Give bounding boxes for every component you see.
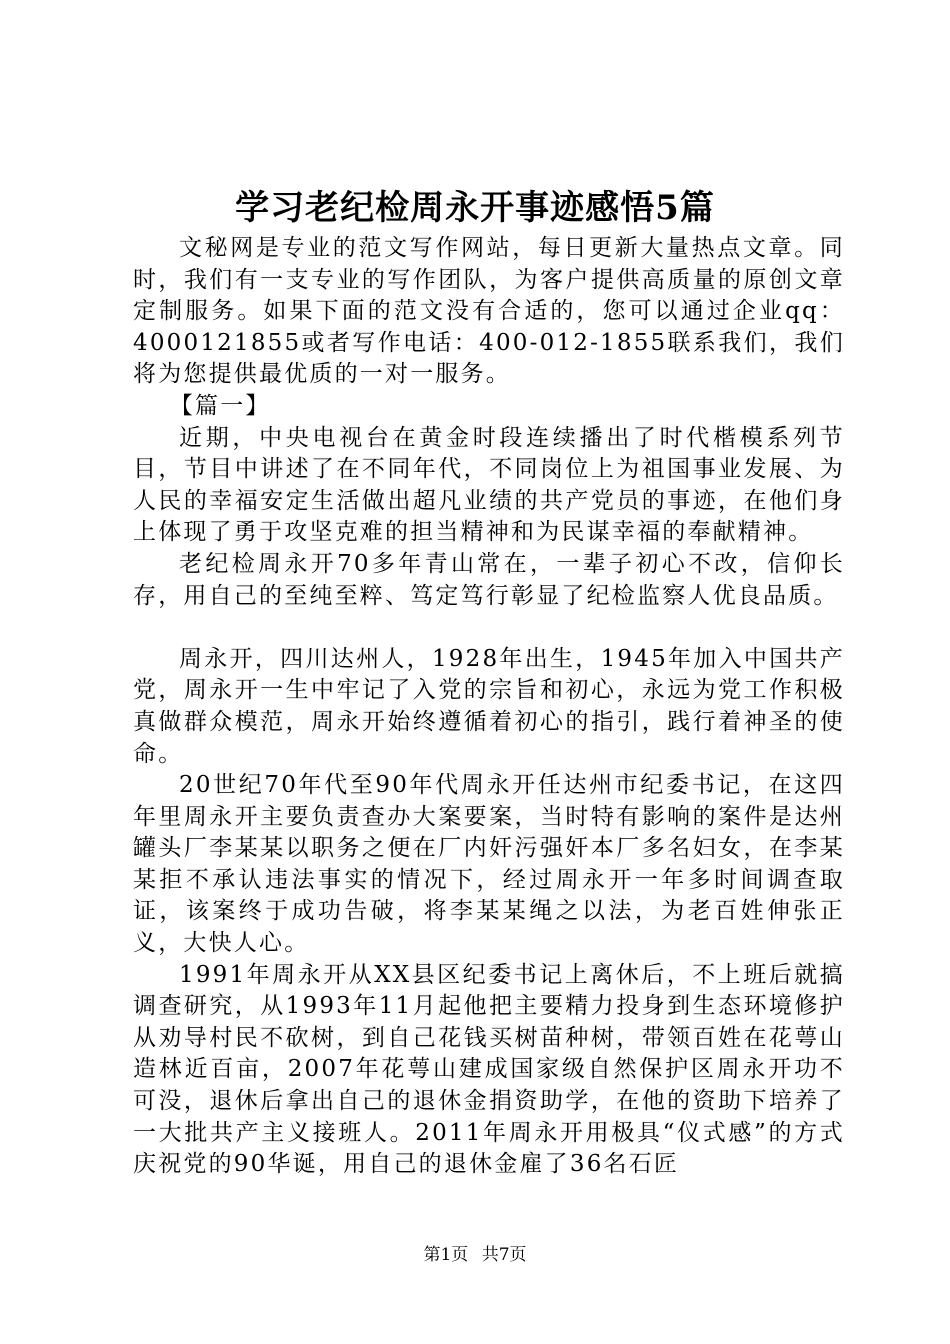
body-paragraph: 近期，中央电视台在黄金时段连续播出了时代楷模系列节目，节目中讲述了在不同年代，不同岗位上为祖国事业发展、为人民的幸福安定生活做出超凡业绩的共产党员的事迹，在他们身上体现了勇于攻坚克难的担当精神和为民谋幸福的奉献精神。 xyxy=(133,424,845,546)
intro-paragraph: 文秘网是专业的范文写作网站，每日更新大量热点文章。同时，我们有一支专业的写作团队，为客户提供高质量的原创文章定制服务。如果下面的范文没有合适的，您可以通过企业qq：4000121855或者写作电话：400-012-1855联系我们，我们将为您提供最优质的一对一服务。 xyxy=(133,235,845,388)
document-body xyxy=(133,233,845,1181)
page-footer xyxy=(0,1243,950,1267)
paragraph-spacer xyxy=(133,612,845,644)
page-total: 共7页 xyxy=(481,1245,527,1265)
body-paragraph: 1991年周永开从XX县区纪委书记上离休后，不上班后就搞调查研究，从1993年11月起他把主要精力投身到生态环境修护从劝导村民不砍树，到自己花钱买树苗种树，带领百姓在花萼山造林近百亩，2007年花萼山建成国家级自然保护区周永开功不可没，退休后拿出自己的退休金捐资助学，在他的资助下培养了一大批共产主义接班人。2011年周永开用极具“仪式感”的方式庆祝党的90华诞，用自己的退休金雇了36名石匠 xyxy=(133,961,845,1178)
body-paragraph: 周永开，四川达州人，1928年出生，1945年加入中国共产党，周永开一生中牢记了入党的宗旨和初心，永远为党工作积极真做群众模范，周永开始终遵循着初心的指引，践行着神圣的使命。 xyxy=(133,645,845,767)
document-title: 学习老纪检周永开事迹感悟5篇 xyxy=(235,188,715,228)
body-paragraph: 老纪检周永开70多年青山常在，一辈子初心不改，信仰长存，用自己的至纯至粹、笃定笃行彰显了纪检监察人优良品质。 xyxy=(133,550,845,609)
section-heading: 【篇一】 xyxy=(169,392,271,419)
body-paragraph: 20世纪70年代至90年代周永开任达州市纪委书记，在这四年里周永开主要负责查办大案要案，当时特有影响的案件是达州罐头厂李某某以职务之便在厂内奸污强奸本厂多名妇女，在李某某拒不承认违法事实的情况下，经过周永开一年多时间调查取证，该案终于成功告破，将李某某绳之以法，为老百姓伸张正义，大快人心。 xyxy=(133,772,845,957)
page-number: 第1页 xyxy=(423,1245,469,1265)
